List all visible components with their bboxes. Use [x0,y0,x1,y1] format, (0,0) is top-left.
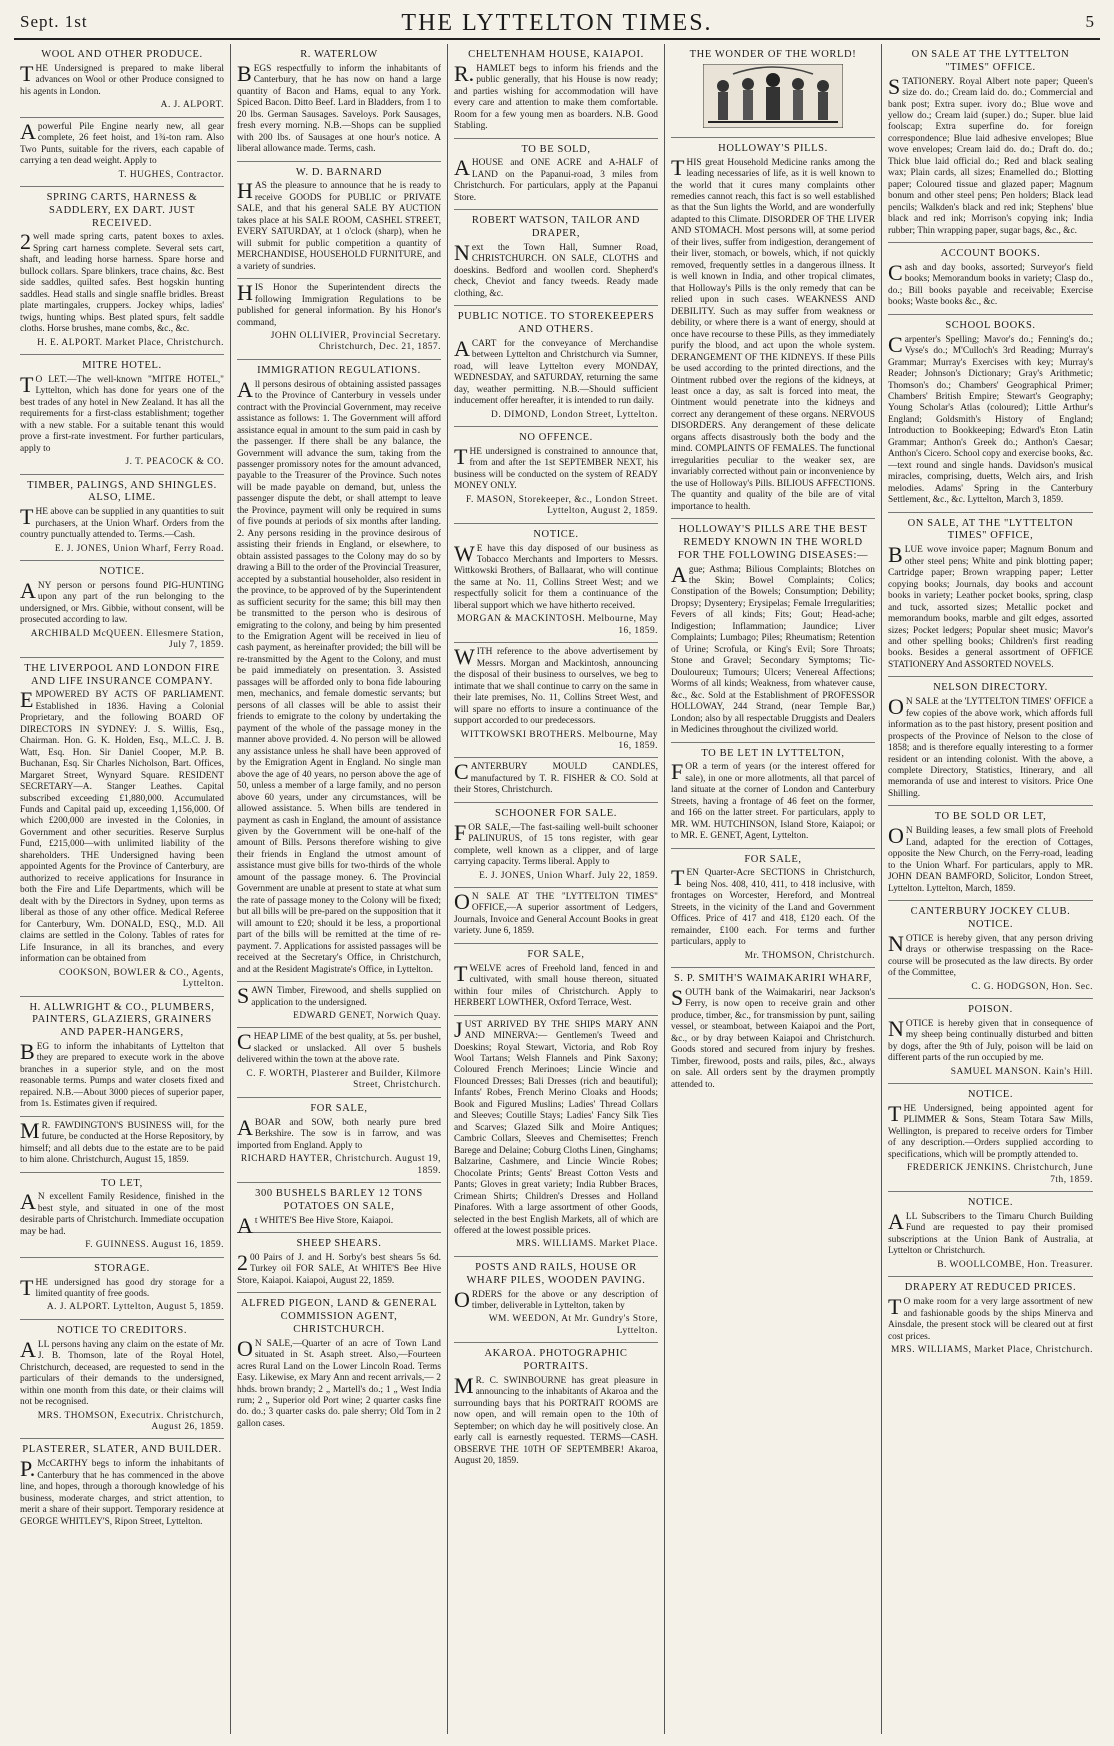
advertisement [20,561,224,658]
ad-body: FOR a term of years (or the interest offered for sale), in one or more allotments, all that parcel of land situate at the corner of London and Canterbury Streets, having a frontage of 46 feet on the former, and 166 on the latter street. For particulars, apply to MR. WM. HUTCHINSON, Island Store, Kaiapoi; or to MR. E. GENET, Agent, Lyttelton. [671,759,875,842]
ad-body: FOR SALE,—The fast-sailing well-built schooner PALINURUS, of 15 tons register, with gear complete, well known as a clipper, and of large carrying capacity. Terms liberal. Apply to [454,819,658,868]
ad-signature: C. G. HODGSON, Hon. Sec. [971,981,1093,992]
advertisement [454,524,658,644]
ad-body: THE undersigned has good dry storage for a limited quantity of free goods. [20,1274,224,1300]
advertisement [888,806,1093,901]
ad-signature: WM. WEEDON, At Mr. Gundry's Store, Lyttelton. [488,1314,658,1336]
advertisement [237,44,441,162]
ad-body: ON SALE AT THE "LYTTELTON TIMES" OFFICE,—A superior assortment of Ledgers, Journals, Invoice and General Account Books in great variety. June 6, 1859. [454,889,658,937]
ad-heading: HOLLOWAY'S PILLS. [718,142,828,154]
columns-container [14,44,1100,1734]
ad-body: ALL Subscribers to the Timaru Church Building Fund are requested to pay their promised subscriptions at the Union Bank of Australia, at Lyttelton or Christchurch. [888,1208,1093,1257]
advertisement [888,44,1093,243]
ad-body: EMPOWERED BY ACTS OF PARLIAMENT. Established in 1836. Having a Colonial Proprietary, and the following BOARD OF DIRECTORS IN SYDNEY: J. S. Willis, Esq., Chairman. Hon. G. K. Holden, Esq., M.L.C. J. B. Watt, Esq. Hon. Sir Daniel Cooper, M.P. B. Buchanan, Esq. Sir Charles Nicholson, Bart. Offices, Margaret Street, Wynyard Square. RESIDENT SECRETARY—A. Stanger Leathes. Capital subscribed exceeding £1,880,000. Accumulated Funds and Capital paid up, exceeding 1,156,000. Of which £200,000 are invested in the Colonies, in Government and other securities. Reserve Surplus Fund, £215,000—with unlimited liability of the shareholders. THE Undersigned having been appointed Agents for the Province of Canterbury, are authorized to receive applications for Insurance in both the Fire and Life Departments, which will be dealt with by the Directors in Sydney, upon terms as liberal as those of any other office. Medical Referee for Canterbury, Wm. DONALD, ESQ., M.D. All claims are settled in the Colony. Tables of rates for Life Insurance, in all its branches, and every information can be obtained from [20,687,224,965]
ad-body: R.HAMLET begs to inform his friends and the public generally, that his House is now ready; and parties wishing for accommodation will have every care and attention to make them comfortable. Room for a few young men as boarders. N.B. Good Stabling. [454,60,658,132]
ad-body: TWELVE acres of Freehold land, fenced in and cultivated, with small house thereon, situated within four miles of Christchurch. Apply to HERBERT LOWTHER, Oxford Terrace, West. [454,960,658,1009]
advertisement [20,355,224,475]
advertisement [454,139,658,211]
ad-heading: TO LET, [101,1177,143,1189]
ad-body: NOTICE is hereby given, that any person driving drays or otherwise trespassing on the Race-course will be prosecuted as the law directs. By order of the Committee, [888,930,1093,979]
ad-body: ALL persons having any claim on the estate of Mr. J. B. Thomson, late of the Royal Hotel, Christchurch, deceased, are requested to send in the particulars of their demands to the undersigned, within one month from this date, or their claims will not be recognised. [20,1336,224,1408]
advertisement [454,758,658,802]
ad-heading: SPRING CARTS, HARNESS & SADDLERY, EX DART. JUST RECEIVED. [46,192,198,229]
ad-signature: WITTKOWSKI BROTHERS. Melbourne, May 16, 1859. [460,729,658,751]
ad-heading: NELSON DIRECTORY. [933,682,1048,694]
ad-signature: MRS. WILLIAMS. Market Place. [516,1239,658,1250]
ad-heading: THE LIVERPOOL AND LONDON FIRE AND LIFE INSURANCE COMPANY. [24,662,220,687]
masthead [14,8,1100,40]
ad-body: THIS great Household Medicine ranks among the leading necessaries of life, as it is well known to the world that it cures many complaints other remedies cannot reach, this fact is so well established as that the Sun lights the World, and are wonderfully adapted to this Climate. DISORDER OF THE LIVER AND STOMACH. Most persons will, at some period of their lives, suffer from indigestion, derangement of their liver, stomach, or bowels, which, if not quickly removed, frequently settles in a dangerous illness. It is well known in India, and other tropical climates, that Holloway's Pills is the only remedy that can be relied upon in such cases. WEAKNESS AND DEBILITY. Such as may suffer from weakness or debility, or where there is a want of energy, should at once have recourse to these Pills, as they immediately purify the blood, and act upon the whole system. DERANGEMENT OF THE KIDNEYS. If these Pills be used according to the printed directions, and the Ointment rubbed over the regions of the kidneys, at least once a day, as salt is forced into meat, the Ointment would penetrate into the kidneys and correct any derangement of these organs. NERVOUS DISORDERS. Any derangement of these delicate organs affects disastrously both the body and the mind. COMPLAINTS OF FEMALES. The functional irregularities peculiar to the weaker sex, are invariably corrected without pain or inconvenience by the use of Holloway's Pills. BILIOUS AFFECTIONS. The quantity and quality of the bile are of vital importance to health. [671,154,875,512]
ad-signature: A. J. ALPORT. [160,100,224,111]
ad-heading: SCHOOL BOOKS. [945,319,1036,331]
ad-heading: CANTERBURY JOCKEY CLUB. NOTICE. [910,906,1071,930]
ad-body: 2well made spring carts, patent boxes to axles. Spring cart harness complete. Several sets cart, shaft, and leading horse harness. Spare horse and bullock collars. Spare blinkers, trace chains, &c. Best side saddles, quilted safes. Best hogskin hunting saddles. Head stalls and single snaffle bridles. Breast plate martingales, cruppers. Jockey whips, ladies' twigs, hunting whips. Best plated spurs, felt saddle cloths. Horse brushes, mane combs, &c., &c. [20,229,224,335]
advertisement [20,475,224,561]
ad-body: THE above can be supplied in any quantities to suit purchasers, at the Union Wharf. Orders from the country punctually attended to. Terms.—Cash. [20,504,224,541]
advertisement [454,306,658,427]
advertisement [454,1016,658,1257]
ad-heading: NOTICE. [967,1197,1014,1209]
advertisement [671,519,875,742]
advertisement [20,1320,224,1440]
column-2 [231,44,448,1734]
advertisement [454,803,658,888]
ad-body: AN excellent Family Residence, finished in the best style, and situated in one of the most desirable parts of Christchurch. Immediate occupation may be had. [20,1189,224,1237]
advertisement [20,997,224,1117]
ad-heading: ROBERT WATSON, TAILOR AND DRAPER, [471,215,641,240]
ad-signature: JOHN OLLIVIER, Provincial Secretary. Christchurch, Dec. 21, 1857. [270,330,441,353]
ad-body: NOTICE is hereby given that in consequence of my sheep being continually disturbed and bitten by dogs, after the 9th of July, poison will be laid on different parts of the run occupied by me. [888,1015,1093,1064]
ad-signature: H. E. ALPORT. Market Place, Christchurch. [37,337,224,348]
ad-heading: NOTICE. [533,528,579,540]
advertisement [888,999,1093,1084]
column-1 [14,44,231,1734]
ad-heading: FOR SALE, [744,853,802,865]
ad-heading: PLASTERER, SLATER, AND BUILDER. [22,1444,222,1456]
advertisement [454,1257,658,1343]
advertisement [20,1439,224,1533]
ad-heading: W. D. BARNARD [295,166,383,178]
ad-body: P.McCARTHY begs to inform the inhabitants of Canterbury that he has commenced in the above line, and hopes, through a thorough knowledge of his business, moderate charges, and strict attention, to merit a share of their support. Temporary residence at GEORGE WHITLEY'S, Ripon Street, Lyttelton. [20,1456,224,1527]
ad-heading: HOLLOWAY'S PILLS ARE THE BEST REMEDY KNOWN IN THE WORLD FOR THE FOLLOWING DISEASES:— [677,524,869,561]
ad-heading: SCHOONER FOR SALE. [495,807,617,819]
ad-signature: EDWARD GENET, Norwich Quay. [293,1011,441,1022]
ad-body: JUST ARRIVED BY THE SHIPS MARY ANN AND MINERVA:— Gentlemen's Tweed and Doeskins; Royal Stewart, Victoria, and Rob Roy Wool Tartans; Welsh Flannels and Pink Saxony; Coloured French Merinoes; Lincie Wincie and Flounced Dresses; Bali Dresses (rich and beautiful); Infants' Robes, French Merino Cloaks and Hoods; Book and Figured Muslins; Ladies' Thread Collars and Sleeves; Coutille Stays; Ladies' Fancy Silk Ties and Scarves; Glazed Silk and Moire Antiques; Cambric Collars, Sleeves and Chemisettes; French Barege and Delaine; Coburg Cloths Linen, Ginghams; Balzarine, Cashmere, and Lincie Wincie Robes; Chocolate Prints; Gents' Breast Cotton Vests and Pants; Gloves in great variety; India Rubber Braces, Crimean Shirts; Children's Dresses and Holland Pinafores. With a large assortment of other Goods, selected in the best English Markets, all of which are offered at the lowest possible prices. [454,1016,658,1236]
ad-body: ON SALE at the 'LYTTELTON TIMES' OFFICE a few copies of the above work, which affords full information as to the past history, present position and prospects of the Province of Nelson to the close of 1858; and is therefore equally interesting to a former resident or an intending colonist. With the above, a complete Directory, Statistics, Itinerary, and all memoranda of use and interest to visitors. Price One Shilling. [888,694,1093,799]
ad-body: At WHITE'S Bee Hive Store, Kaiapoi. [237,1212,394,1238]
ad-signature: COOKSON, BOWLER & CO., Agents, Lyttelton. [58,967,224,990]
ad-signature: SAMUEL MANSON. Kain's Hill. [950,1066,1093,1077]
ad-heading: POISON. [968,1003,1013,1015]
ad-signature: MORGAN & MACKINTOSH. Melbourne, May 16, 1859. [456,614,658,636]
ad-signature: D. DIMOND, London Street, Lyttelton. [491,409,658,420]
ad-signature: J. T. PEACOCK & CO. [125,457,224,468]
ad-signature: E. J. JONES, Union Wharf, Ferry Road. [54,543,224,554]
advertisement [20,658,224,997]
ad-heading: S. P. SMITH'S WAIMAKARIRI WHARF, [673,973,873,985]
ad-heading: POSTS AND RAILS, HOUSE OR WHARF PILES, WOODEN PAVING. [466,1261,646,1286]
ad-signature: F. MASON, Storekeeper, &c., London Street. Lyttelton, August 2, 1859. [466,494,658,517]
ad-body: 200 Pairs of J. and H. Sorby's best shears 5s 6d. Turkey oil FOR SALE, At WHITE'S Bee Hive Store, Kaiapoi. Kaiapoi, August 22, 1859. [237,1249,441,1286]
ad-body: ACART for the conveyance of Merchandise between Lyttelton and Christchurch via Sumner, road, will leave Lyttelton every MONDAY, WEDNESDAY, and SATURDAY, returning the same day, weather permitting. N.B.—Should sufficient inducement offer hereafter, it is intended to run daily. [454,335,658,407]
ad-heading: IMMIGRATION REGULATIONS. [257,364,421,376]
ad-signature: T. HUGHES, Contractor. [118,169,224,180]
ad-body: SAWN Timber, Firewood, and shells supplied on application to the undersigned. [237,983,441,1009]
ad-body: TO LET.—The well-known "MITRE HOTEL," Lyttelton, which has done for years one of the best trades of any hotel in New Zealand. It has all the requirements for a first-class establishment; together with a new stable. For a suitable tenant this would prove a first-rate investment. For further particulars, apply to [20,371,224,454]
ad-heading: DRAPERY AT REDUCED PRICES. [904,1282,1077,1294]
ad-body: BEG to inform the inhabitants of Lyttelton that they are prepared to execute work in the above branches in a superior style, and on the most reasonable terms. Pumps and water closets fixed and repaired. N.B.—About 3000 pieces of superior paper, from 1s. Estimates given if required. [20,1038,224,1110]
advertisement [20,118,224,187]
ad-heading: CHELTENHAM HOUSE, KAIAPOI. [468,49,644,60]
ad-heading: 300 BUSHELS BARLEY 12 TONS POTATOES ON SALE, [255,1187,423,1212]
ad-heading: NOTICE. [99,566,145,578]
advertisement [237,982,441,1028]
ad-signature: FREDERICK JENKINS. Christchurch, June 7th, 1859. [907,1163,1093,1185]
ad-heading: TIMBER, PALINGS, AND SHINGLES. ALSO, LIME. [27,479,217,504]
ad-heading: NOTICE. [967,1089,1014,1101]
ad-heading: STORAGE. [94,1262,150,1274]
advertisement [671,743,875,849]
woodcut-illustration [703,64,843,128]
advertisement [454,1343,658,1472]
advertisement [888,513,1093,678]
advertisement [20,187,224,355]
ad-body: MR. FAWDINGTON'S BUSINESS will, for the future, be conducted at the Horse Repository, by himself; and all debts due to the estate are to be paid to him alone. Christchurch, August 15, 1859. [20,1117,224,1166]
newspaper-title: THE LYTTELTON TIMES. [401,10,713,36]
ad-heading: H. ALLWRIGHT & CO., PLUMBERS, PAINTERS, GLAZIERS, GRAINERS AND PAPER-HANGERS, [29,1001,215,1039]
ad-body: STATIONERY. Royal Albert note paper; Queen's size do. do.; Cream laid do. do.; Commercial and bank post; Extra super. ivory do.; Blue wove and yellow do.; Cream laid (super.) do.; Super. blue laid foolscap; Extra superfine do. for foreign correspondence; Blue laid adhesive envelopes; Blue wove envelopes; Cream laid do. do.; Draft do. do.; Thick blue laid official do.; Red and black sealing wax; Plain cards, all sizes; Enamelled do.; Blotting paper; Coloured tissue and glazed paper; Magnum bonum and other steel pens; Pen holders; Black lead pencils; Walkden's black and red ink; Stephens' blue black and red ink; Morrison's copying ink; India rubber; Thin wrapping paper, sugar bags, &c., &c. [888,73,1093,236]
advertisement [888,1084,1093,1192]
ad-body: HAS the pleasure to announce that he is ready to receive GOODS for PUBLIC or PRIVATE SALE, and that his general SALE BY AUCTION takes place at his SALE ROOM, CASHEL STREET, EVERY SATURDAY, at 1 o'clock (sharp), when he will submit for public competition a quantity of MERCHANDISE, HOUSEHOLD FURNITURE, and a variety of sundries. [237,178,441,272]
column-5 [882,44,1099,1734]
ad-heading: R. WATERLOW [300,49,378,60]
advertisement [20,44,224,118]
ad-signature: RICHARD HAYTER, Christchurch. August 19, 1859. [240,1154,441,1176]
ad-body: CANTERBURY MOULD CANDLES, manufactured by T. R. FISHER & CO. Sold at their Stores, Christchurch. [454,759,658,796]
ad-body: CHEAP LIME of the best quality, at 5s. per bushel, slacked or unslacked. All over 5 bushels delivered within the town at the above rate. [237,1029,441,1066]
ad-body: TEN Quarter-Acre SECTIONS in Christchurch, being Nos. 408, 410, 411, to 418 inclusive, with frontages on Worcester, Hereford, and Montreal Streets, in the vicinity of the Land and Government Offices. Price of 417 and 418, £120 each. Of the remainder, £100 each. For terms and further particulars, apply to [671,865,875,948]
issue-date: Sept. 1st [20,12,88,31]
advertisement [888,315,1093,513]
ad-signature: MRS. THOMSON, Executrix. Christchurch, August 26, 1859. [37,1410,224,1432]
advertisement [20,1117,224,1173]
ad-heading: TO BE SOLD, [521,143,591,155]
ad-signature: E. J. JONES, Union Wharf. July 22, 1859. [479,870,658,881]
advertisement [888,243,1093,315]
advertisement [888,901,1093,999]
ad-body: ON SALE,—Quarter of an acre of Town Land situated in St. Asaph street. Also,—Fourteen acres Rural Land on the Lower Lincoln Road. Terms Easy. Likewise, ex Mary Ann and recent arrivals,— 2 hhds. brown brandy; 2 „ Martell's do.; 1 „ West India rum; 2 „ Superior old Port wine; 2 quarter casks fine do. do.; 3 quarter casks do. pale sherry; Old Tom in 2 gallon cases. [237,1335,441,1429]
ad-body: All persons desirous of obtaining assisted passages to the Province of Canterbury in vessels under contract with the Provincial Government, may receive assistance as follows: 1. The Government will afford assistance equal in amount to the sum paid in cash by the passenger. If there shall be any balance, the Government will advance the sum, taking from the passenger promissory notes for the amount advanced, payable to the Treasurer of the Province. Such notes will be made payable on demand, but, unless the passenger dispute the debt, or shall attempt to leave the Province, payment will only be required in sums of five pounds at periods of six months after landing. 2. Any persons residing in the province desirous of assisting their friends in England, or elsewhere, to obtain assisted passages to the Colony may do so by drawing a Bill to the order of the Provincial Treasurer, accepted by a substantial householder, also resident in the province, to be approved of by the Superintendent as sufficient security for the same; this bill may then be transmitted to the person who is desirous of emigrating to the colony, and being by him presented to the Emigration Agent will be received in lieu of cash payment, as hereinafter provided; the bill will be re-transmitted by the Agent to the Colony, and must be paid immediately on presentation. 3. Assisted passages will be afforded only to bona fide labouring men, mechanics, and female domestic servants; but persons of all classes will be able to assist their friends to emigrate to the colony by undertaking the payment of the whole of the passage money in the manner above provided. 4. No person will be allowed any assistance unless he shall have been approved of by the Emigration Agent in England. No single man above the age of 40 years, no person above the age of 50, unless a member of a large family, and no person above 60 years, under any circumstances, will be allowed assistance. 5. When bills are tendered in payment as cash in England, the amount of assistance given by the Government will be one-half of the amount of Bills. Persons therefore wishing to give their friends in England the utmost amount of assistance must give bills for two-thirds of the whole amount of the passage money. 6. The Provincial Government are unable at present to state at what sum the rate of passage money to the Colony will be fixed; but all bills will be pre-pared on the supposition that it will amount to £20; should it be less, a proportional part of the bills will be remitted at the time of re-payment. 7. Applications for assisted passages will be received at the Secretary's Office, in Christchurch, and at the Resident Magistrate's Office, in Lyttelton. [237,376,441,975]
ad-heading: FOR SALE, [527,948,585,960]
ad-signature: MRS. WILLIAMS, Market Place, Christchurch. [890,1345,1093,1355]
ad-heading: ALFRED PIGEON, LAND & GENERAL COMMISSION AGENT, CHRISTCHURCH. [240,1298,438,1335]
ad-body: TO make room for a very large assortment of new and fashionable goods by the ships Minerva and Ainsdale, the present stock will be cleared out at first cost prices. [888,1294,1093,1342]
ad-heading: TO BE SOLD OR LET, [934,811,1047,823]
advertisement [237,360,441,982]
advertisement [454,210,658,306]
ad-body: WITH reference to the above advertisement by Messrs. Morgan and Mackintosh, announcing the disposal of their business to ourselves, we beg to intimate that we shall continue to carry on the same in their late premises, No. 11, Collins Street West, and will spare no efforts to insure a continuance of the support accorded to our predecessors. [454,644,658,727]
ad-heading: AKAROA. PHOTOGRAPHIC PORTRAITS. [484,1348,628,1373]
advertisement [888,1277,1093,1361]
ad-signature: C. F. WORTH, Plasterer and Builder, Kilmore Street, Christchurch. [246,1068,441,1091]
ad-body: BEGS respectfully to inform the inhabitants of Canterbury, that he has now on hand a large quantity of Bacon and Hams, equal to any York. Spiced Bacon. Ditto Beef. Lard in Bladders, from 1 to 20 lbs. German Sausages. Saveloys. Pork Sausages, fresh every morning. N.B.—Shops can be supplied with 200 lbs. of Sausages at one hour's notice. A liberal allowance made. Terms, cash. [237,60,441,155]
advertisement [237,1183,441,1238]
ad-body: HIS Honor the Superintendent directs the following Immigration Regulations to be published for general information. By his Honor's command, [237,280,441,328]
ad-body: WE have this day disposed of our business as Tobacco Merchants and Importers to Messrs. Wittkowski Brothers, of Ballaarat, who will continue the same at No. 11, Collins Street West; and we respectfully solicit for them a continuance of the liberal support which we have hitherto received. [454,540,658,611]
ad-body: Ague; Asthma; Bilious Complaints; Blotches on the Skin; Bowel Complaints; Colics; Constipation of the Bowels; Consumption; Debility; Dropsy; Dysentery; Erysipelas; Female Irregularities; Fevers of all kinds; Fits; Gout; Head-ache; Indigestion; Inflammation; Jaundice; Liver Complaints; Lumbago; Piles; Rheumatism; Retention of Urine; Scrofula, or King's Evil; Sore Throats; Stone and Gravel; Secondary Symptoms; Tic-Douloureux; Tumours; Ulcers; Venereal Affections; Worms of all kinds; Weakness, from whatever cause, &c., &c. Sold at the Establishment of PROFESSOR HOLLOWAY, 244 Strand, (near Temple Bar,) London; also by all respectable Druggists and Dealers in Medicines throughout the civilized world. [671,561,875,736]
ad-body: Carpenter's Spelling; Mavor's do.; Fenning's do.; Vyse's do.; M'Culloch's 3rd Reading; Murray's Grammar; Murray's Exercises with key; Murray's Reader; Johnson's Dictionary; Gray's Arithmetic; Thomson's do.; Chambers' Geographical Primer; Chambers' British Empire; Stewart's Geography; Young Scholar's Atlas (coloured); Little Arthur's England; Goldsmith's History of England; Introduction to Bookkeeping; Edward's Eton Latin Grammar; Anthon's Greek do.; Anthon's Caesar; Anthon's Cicero. School copy and exercise books, &c.—text round and single hands. Davidson's musical miracles, comprising, duetts, Welch airs, and Irish melodies. Adams' Spring in the Canterbury Settlement, &c., &c. Lyttelton, March 3, 1859. [888,331,1093,506]
advertisement [454,643,658,758]
column-3 [448,44,665,1734]
page-number: 5 [1085,12,1094,31]
ad-heading: TO BE LET IN LYTTELTON, [701,747,845,759]
ad-body: THE Undersigned is prepared to make liberal advances on Wool or other Produce consigned to his agents in London. [20,60,224,97]
advertisement [454,427,658,524]
advertisement [671,968,875,1096]
ad-body: THE Undersigned, being appointed agent for PLIMMER & Sons, Steam Totara Saw Mills, Wellington, is prepared to receive orders for Timber of any description.—Orders supplied according to specifications, which will be promptly attended to. [888,1100,1093,1160]
ad-signature: ARCHIBALD McQUEEN. Ellesmere Station, July 7, 1859. [30,628,224,651]
ad-heading: SHEEP SHEARS. [296,1238,382,1250]
advertisement [454,888,658,944]
advertisement [20,1258,224,1320]
ad-heading: NOTICE TO CREDITORS. [56,1324,188,1336]
advertisement [671,138,875,519]
advertisement [888,677,1093,806]
advertisement [671,44,875,138]
ad-body: ABOAR and SOW, both nearly pure bred Berkshire. The sow is in farrow, and was imported from England. Apply to [237,1114,441,1151]
advertisement [237,162,441,280]
ad-body: ON Building leases, a few small plots of Freehold Land, adapted for the erection of Cottages, opposite the New Church, on the Ferry-road, leading to the Union Wharf. For particulars, apply to MR. JOHN DEAN BAMFORD, Solicitor, London Street, Lyttelton. Lyttelton, March, 1859. [888,823,1093,894]
ad-body: THE undersigned is constrained to announce that, from and after the 1st SEPTEMBER NEXT, his business will be conducted on the system of READY MONEY ONLY. [454,443,658,492]
advertisement [888,1192,1093,1277]
ad-heading: WOOL AND OTHER PRODUCE. [41,49,203,60]
ad-signature: A. J. ALPORT. Lyttelton, August 5, 1859. [46,1302,224,1313]
ad-heading: PUBLIC NOTICE. TO STOREKEEPERS AND OTHERS. [457,311,655,336]
advertisement [237,279,441,360]
ad-heading: NO OFFENCE. [519,432,593,444]
ad-heading: ACCOUNT BOOKS. [940,248,1041,260]
advertisement [237,1098,441,1183]
advertisement [20,1173,224,1258]
advertisement [671,849,875,969]
ad-signature: Mr. THOMSON, Christchurch. [744,950,875,961]
ad-body: MR. C. SWINBOURNE has great pleasure in announcing to the inhabitants of Akaroa and the surrounding bays that his PORTRAIT ROOMS are now open, and will remain open to the 10th of September; on which day he will positively close. An early call is earnestly requested. TERMS—CASH. OBSERVE THE 10TH OF SEPTEMBER! Akaroa, August 20, 1859. [454,1373,658,1467]
advertisement [237,1233,441,1293]
advertisement [454,944,658,1016]
ad-heading: THE WONDER OF THE WORLD! [689,49,857,60]
ad-body: SOUTH bank of the Waimakariri, near Jackson's Ferry, is now open to receive grain and other produce, timber, &c., for transmission by punt, sailing vessel, or steamboat, between Kaiapoi and the Port, &c., or by dray between Kaiapoi and Christchurch. Goods stored and secured from injury by freshes. Timber, firewood, posts and rails, piles, &c., always on sale. All orders sent by the draymen promptly attended to. [671,984,875,1090]
ad-body: ORDERS for the above or any description of timber, deliverable in Lyttelton, taken by [454,1286,658,1312]
advertisement [237,1028,441,1097]
ad-body: BLUE wove invoice paper; Magnum Bonum and other steel pens; White and pink blotting paper; Cartridge paper; Brown wrapping paper; Letter copying books; Journals, day books and account books in variety; Leather pocket books, spring, clasp and tuck, assorted sizes; Metallic pocket and memorandum books, marble and gilt edges, assorted sizes; Pocket ledgers; Popular sheet music; Mavor's and other spelling books; Children's first reading books. Besides a general assortment of OFFICE STATIONERY And ASSORTED NOVELS. [888,542,1093,670]
ad-heading: MITRE HOTEL. [82,360,162,372]
ad-body: ANY person or persons found PIG-HUNTING upon any part of the run belonging to the undersigned, or Mrs. Gibbie, without consent, will be prosecuted according to law. [20,577,224,626]
column-4 [665,44,882,1734]
ad-body: Next the Town Hall, Sumner Road, CHRISTCHURCH. ON SALE, CLOTHS and doeskins. Bedford and woollen cord. Shepherd's check, Cheviot and fancy tweeds. Ready made clothing, &c. [454,239,658,299]
ad-heading: ON SALE, AT THE "LYTTELTON TIMES" OFFICE, [907,517,1074,542]
advertisement [454,44,658,139]
ad-heading: ON SALE AT THE LYTTELTON "TIMES" OFFICE. [911,49,1070,73]
advertisement [237,1293,441,1435]
ad-signature: B. WOOLLCOMBE, Hon. Treasurer. [937,1259,1093,1270]
ad-body: Cash and day books, assorted; Surveyor's field books; Memorandum books in variety; Clasp do., do.; Bill books payable and receivable; Exercise books; Waste books &c., &c. [888,259,1093,308]
ad-body: Apowerful Pile Engine nearly new, all gear complete, 26 feet hoist, and 1¾-ton ram. Also Two Punts, suitable for the rivers, each capable of carrying a ten dead weight. Apply to [20,118,224,167]
ad-heading: FOR SALE, [310,1102,368,1114]
ad-body: AHOUSE and ONE ACRE and A-HALF of LAND on the Papanui-road, 3 miles from Christchurch. For particulars, apply at the Papanui Store. [454,155,658,203]
ad-signature: F. GUINNESS. August 16, 1859. [85,1240,224,1251]
